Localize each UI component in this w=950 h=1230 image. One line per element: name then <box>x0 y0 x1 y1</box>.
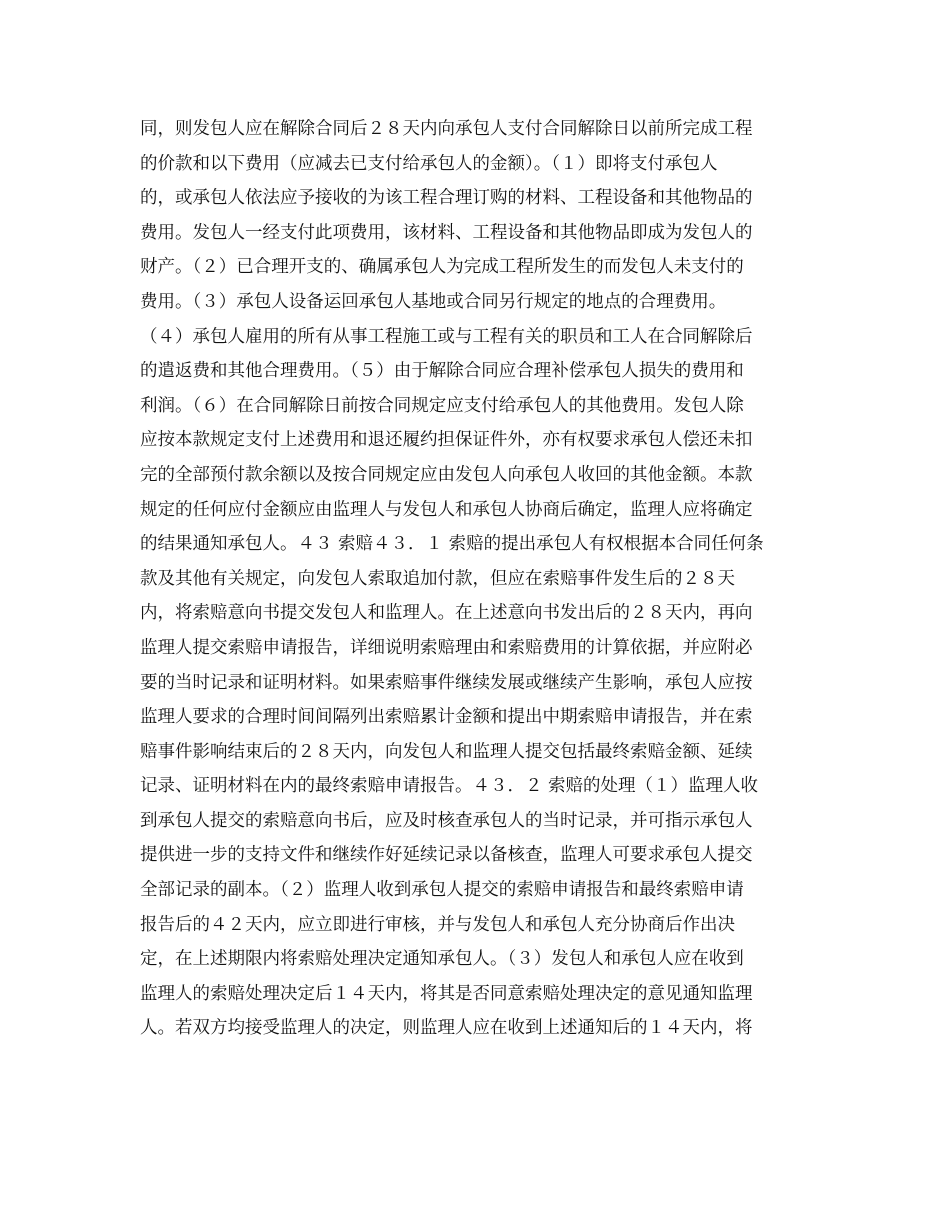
text-line: 记录、证明材料在内的最终索赔申请报告。４３．２ 索赔的处理（１）监理人收 <box>140 776 759 797</box>
text-line: 内，将索赔意向书提交发包人和监理人。在上述意向书发出后的２８天内，再向 <box>140 603 753 624</box>
text-line: 人。若双方均接受监理人的决定，则监理人应在收到上述通知后的１４天内，将 <box>140 1018 753 1039</box>
text-line: 的遣返费和其他合理费用。（５）由于解除合同应合理补偿承包人损失的费用和 <box>140 361 744 382</box>
text-line: 监理人的索赔处理决定后１４天内，将其是否同意索赔处理决定的意见通知监理 <box>140 983 753 1004</box>
text-line: 费用。发包人一经支付此项费用，该材料、工程设备和其他物品即成为发包人的 <box>140 222 753 243</box>
text-line: 应按本款规定支付上述费用和退还履约担保证件外，亦有权要求承包人偿还未扣 <box>140 430 753 451</box>
text-line: 费用。（３）承包人设备运回承包人基地或合同另行规定的地点的合理费用。 <box>140 291 727 312</box>
text-line: 报告后的４２天内，应立即进行审核，并与发包人和承包人充分协商后作出决 <box>140 914 735 935</box>
body-text <box>140 112 820 1046</box>
text-line: 规定的任何应付金额应由监理人与发包人和承包人协商后确定，监理人应将确定 <box>140 499 753 520</box>
text-line: 的，或承包人依法应予接收的为该工程合理订购的材料、工程设备和其他物品的 <box>140 188 753 209</box>
text-line: （４）承包人雇用的所有从事工程施工或与工程有关的职员和工人在合同解除后 <box>140 326 753 347</box>
text-line: 监理人提交索赔申请报告，详细说明索赔理由和索赔费用的计算依据，并应附必 <box>140 637 753 658</box>
text-line: 的价款和以下费用（应减去已支付给承包人的金额）。（１）即将支付承包人 <box>140 153 718 174</box>
text-line: 完的全部预付款余额以及按合同规定应由发包人向承包人收回的其他金额。本款 <box>140 464 753 485</box>
text-line: 款及其他有关规定，向发包人索取追加付款，但应在索赔事件发生后的２８天 <box>140 568 735 589</box>
text-line: 的结果通知承包人。４３ 索赔４３．１ 索赔的提出承包人有权根据本合同任何条 <box>140 534 764 555</box>
text-line: 财产。（２）已合理开支的、确属承包人为完成工程所发生的而发包人未支付的 <box>140 257 744 278</box>
text-line: 赔事件影响结束后的２８天内，向发包人和监理人提交包括最终索赔金额、延续 <box>140 741 753 762</box>
text-line: 到承包人提交的索赔意向书后，应及时核查承包人的当时记录，并可指示承包人 <box>140 810 753 831</box>
text-line: 定，在上述期限内将索赔处理决定通知承包人。（３）发包人和承包人应在收到 <box>140 949 744 970</box>
text-line: 利润。（６）在合同解除日前按合同规定应支付给承包人的其他费用。发包人除 <box>140 395 744 416</box>
text-line: 提供进一步的支持文件和继续作好延续记录以备核查，监理人可要求承包人提交 <box>140 845 753 866</box>
text-line: 同，则发包人应在解除合同后２８天内向承包人支付合同解除日以前所完成工程 <box>140 119 753 139</box>
text-line: 监理人要求的合理时间间隔列出索赔累计金额和提出中期索赔申请报告，并在索 <box>140 707 753 728</box>
text-line: 要的当时记录和证明材料。如果索赔事件继续发展或继续产生影响，承包人应按 <box>140 672 753 693</box>
text-line: 全部记录的副本。（２）监理人收到承包人提交的索赔申请报告和最终索赔申请 <box>140 880 744 901</box>
